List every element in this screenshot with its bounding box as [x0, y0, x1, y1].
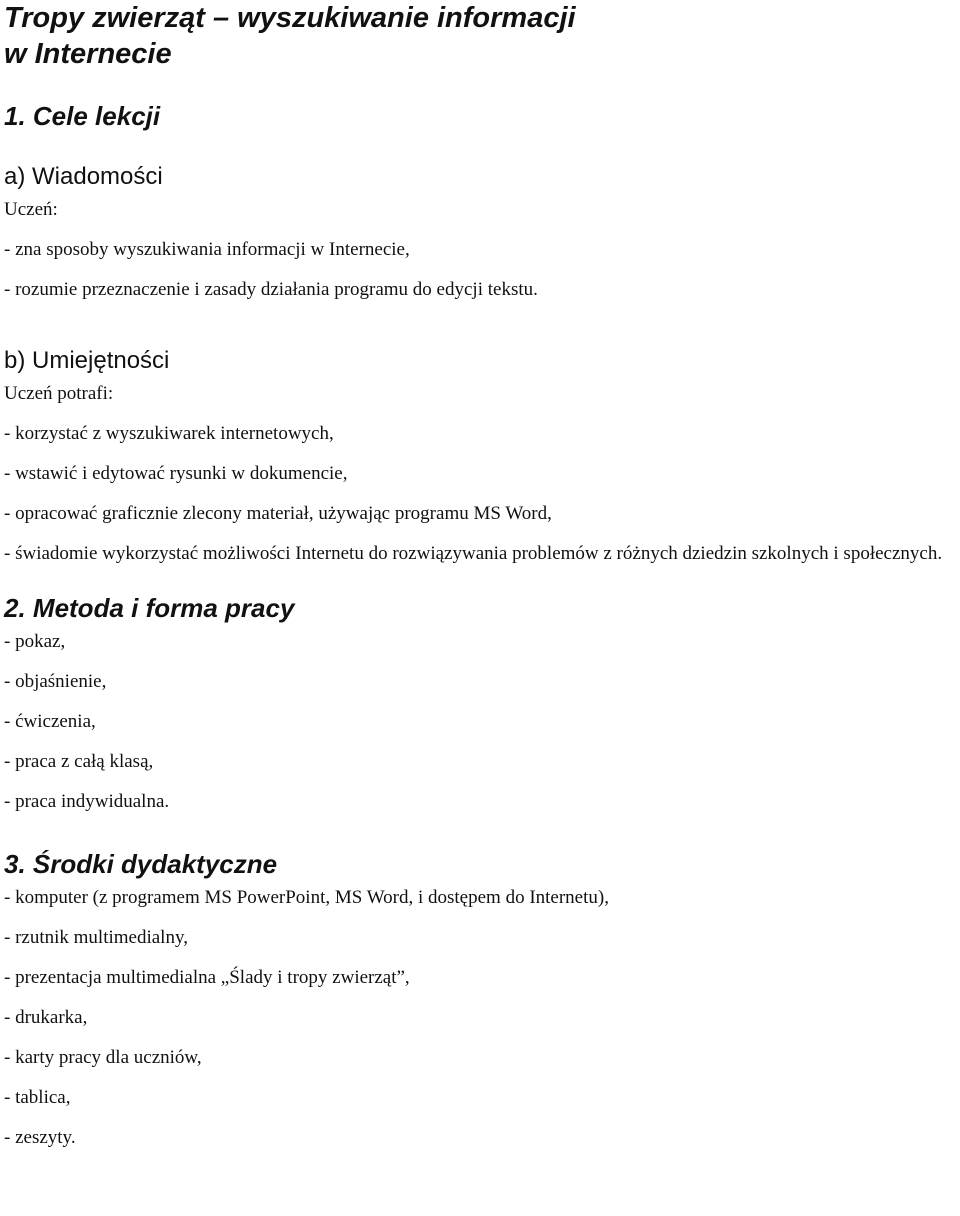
list-item: - prezentacja multimedialna „Ślady i tropy zwierząt”,	[4, 967, 410, 988]
list-item: - zeszyty.	[4, 1127, 76, 1148]
section-heading-teaching-aids: 3. Środki dydaktyczne	[4, 849, 278, 879]
list-item: - praca z całą klasą,	[4, 751, 154, 772]
list-item: - praca indywidualna.	[4, 791, 170, 812]
document-page	[4, 0, 956, 1150]
method-list	[4, 630, 956, 814]
knowledge-intro: Uczeń:	[4, 199, 58, 220]
list-item: - karty pracy dla uczniów,	[4, 1047, 202, 1068]
section-heading-method: 2. Metoda i forma pracy	[4, 593, 295, 623]
list-item: - rozumie przeznaczenie i zasady działania programu do edycji tekstu.	[4, 279, 538, 300]
document-title-line-2: w Internecie	[4, 38, 172, 70]
list-item: - ćwiczenia,	[4, 711, 96, 732]
list-item: - objaśnienie,	[4, 671, 107, 692]
document-title-line-1: Tropy zwierząt – wyszukiwanie informacji	[4, 2, 576, 34]
list-item: - opracować graficznie zlecony materiał, używając programu MS Word,	[4, 503, 552, 524]
list-item: - komputer (z programem MS PowerPoint, MS Word, i dostępem do Internetu),	[4, 887, 609, 908]
list-item: - pokaz,	[4, 631, 66, 652]
list-item: - wstawić i edytować rysunki w dokumencie,	[4, 463, 348, 484]
subheading-knowledge: a) Wiadomości	[4, 163, 163, 190]
list-item: - świadomie wykorzystać możliwości Internetu do rozwiązywania problemów z różnych dziedzin szkolnych i społecznych.	[4, 543, 943, 564]
teaching-aids-list	[4, 886, 956, 1150]
list-item: - rzutnik multimedialny,	[4, 927, 188, 948]
list-item: - korzystać z wyszukiwarek internetowych,	[4, 423, 334, 444]
list-item: - tablica,	[4, 1087, 71, 1108]
list-item: - drukarka,	[4, 1007, 88, 1028]
section-heading-goals: 1. Cele lekcji	[4, 101, 161, 131]
skills-list	[4, 422, 956, 566]
subheading-skills: b) Umiejętności	[4, 347, 170, 374]
document-title	[4, 0, 956, 72]
list-item: - zna sposoby wyszukiwania informacji w Internecie,	[4, 239, 410, 260]
knowledge-list	[4, 238, 956, 302]
skills-intro: Uczeń potrafi:	[4, 383, 114, 404]
